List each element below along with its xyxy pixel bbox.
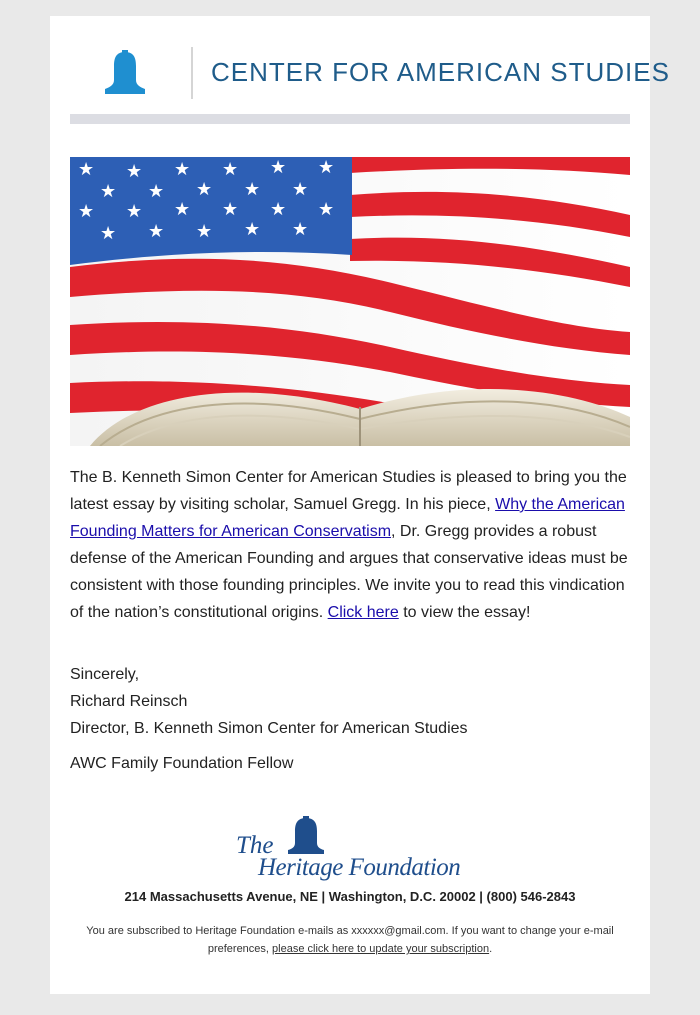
heritage-foundation-logo[interactable]	[236, 816, 468, 884]
closing: Sincerely,	[70, 666, 140, 683]
svg-text:★: ★	[78, 159, 95, 180]
signer-name: Richard Reinsch	[70, 693, 188, 710]
intro-text-3: to view the essay!	[398, 604, 531, 621]
svg-text:★: ★	[174, 159, 191, 180]
svg-text:★: ★	[78, 201, 95, 222]
svg-text:★: ★	[196, 221, 213, 242]
intro-text-1: The B. Kenneth Simon Center for American Studies is pleased to bring you the latest essay by visiting scholar, Samuel Gregg. In his piece,	[70, 469, 627, 513]
svg-text:★: ★	[270, 157, 287, 178]
svg-text:★: ★	[126, 161, 143, 182]
svg-text:★: ★	[318, 199, 335, 220]
svg-text:★: ★	[222, 159, 239, 180]
logo-name: Heritage Foundation	[258, 854, 461, 881]
svg-text:★: ★	[292, 179, 309, 200]
svg-text:★: ★	[100, 181, 117, 202]
svg-text:★: ★	[318, 157, 335, 178]
header-bar	[70, 114, 630, 124]
signer-title: Director, B. Kenneth Simon Center for American Studies	[70, 720, 468, 737]
logo-the: The	[236, 832, 274, 859]
header-title: CENTER FOR AMERICAN STUDIES	[211, 57, 670, 87]
liberty-bell-icon	[286, 816, 326, 856]
svg-text:★: ★	[174, 199, 191, 220]
svg-text:★: ★	[148, 181, 165, 202]
email-header	[70, 16, 670, 112]
flag-and-book-illustration	[70, 157, 630, 446]
intro-text-2: , Dr. Gregg provides a robust defense of the American Founding and argues that conservative ideas must be consistent with those founding principles. We invite you to read this vindication of the nation’s constitutional origins.	[70, 523, 628, 621]
update-subscription-link[interactable]: please click here to update your subscription	[272, 943, 490, 955]
fellow-title: AWC Family Foundation Fellow	[70, 755, 294, 772]
subscription-notice	[70, 922, 630, 958]
click-here-link[interactable]: Click here	[327, 604, 399, 621]
svg-text:★: ★	[270, 199, 287, 220]
svg-text:★: ★	[244, 219, 261, 240]
hero-image	[70, 157, 630, 446]
email-card	[50, 16, 670, 994]
subscription-text: You are subscribed to Heritage Foundation e-mails as xxxxxx@gmail.com. If you want to change your e-mail preferences,	[86, 925, 614, 955]
svg-text:★: ★	[126, 201, 143, 222]
signature-block	[70, 661, 630, 742]
essay-title-link[interactable]: Why the American Founding Matters for American Conservatism	[70, 496, 625, 540]
footer-address: 214 Massachusetts Avenue, NE | Washington, D.C. 20002 | (800) 546-2843	[124, 889, 576, 904]
subscription-end: .	[489, 943, 493, 955]
liberty-bell-icon	[103, 50, 147, 96]
svg-text:★: ★	[244, 179, 261, 200]
svg-text:★: ★	[196, 179, 213, 200]
header-divider	[191, 47, 193, 99]
svg-text:★: ★	[292, 219, 309, 240]
svg-text:★: ★	[222, 199, 239, 220]
svg-text:★: ★	[148, 221, 165, 242]
intro-paragraph	[70, 464, 630, 626]
svg-text:★: ★	[100, 223, 117, 244]
